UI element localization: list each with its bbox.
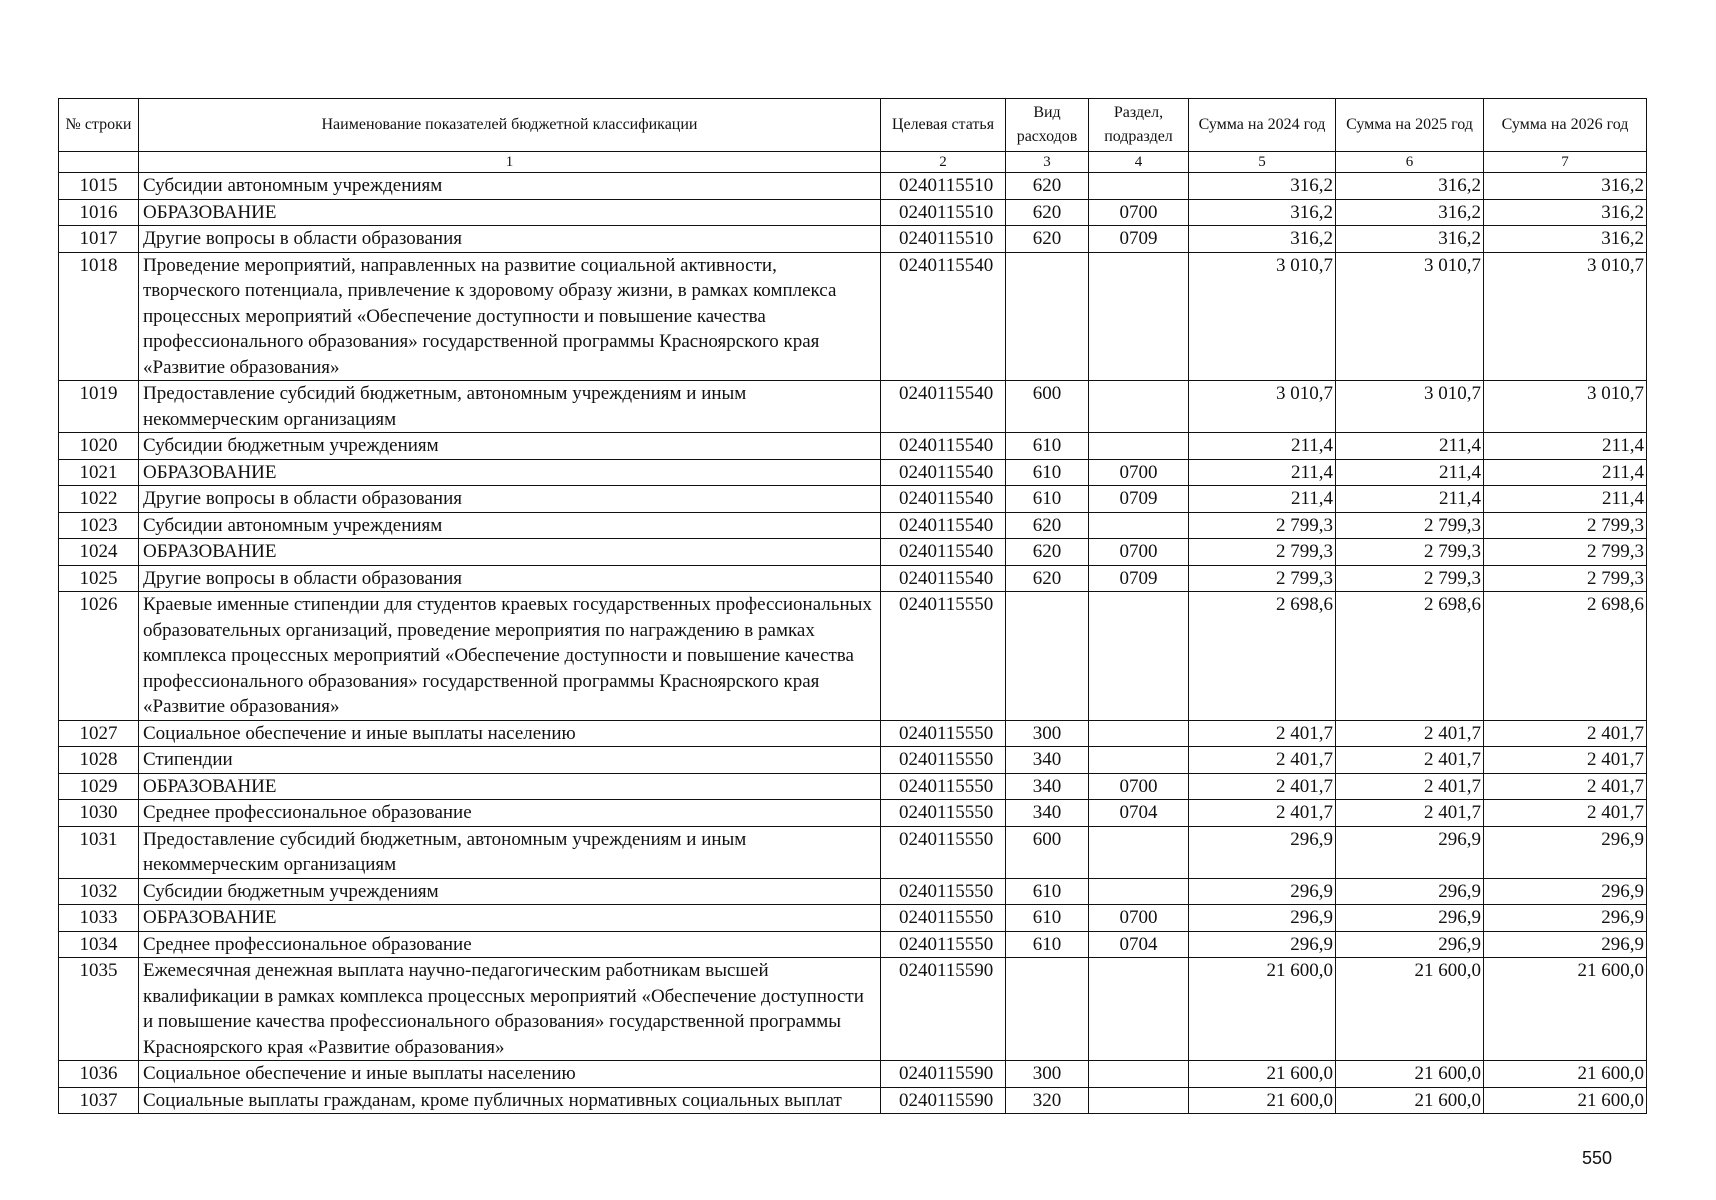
sum-2025-cell: 296,9 (1336, 931, 1484, 958)
sum-2026-cell: 2 799,3 (1484, 565, 1647, 592)
name-cell: Другие вопросы в области образования (139, 226, 881, 253)
target-article-cell: 0240115510 (881, 199, 1006, 226)
name-cell: Субсидии автономным учреждениям (139, 512, 881, 539)
table-row (59, 539, 1647, 566)
section-cell: 0704 (1089, 800, 1189, 827)
expense-kind-cell: 320 (1006, 1087, 1089, 1114)
row-number-cell: 1016 (59, 199, 139, 226)
table-row (59, 958, 1647, 1061)
section-cell (1089, 747, 1189, 774)
section-cell (1089, 826, 1189, 878)
name-cell: ОБРАЗОВАНИЕ (139, 459, 881, 486)
name-cell: Стипендии (139, 747, 881, 774)
sum-2026-cell: 296,9 (1484, 826, 1647, 878)
table-row (59, 773, 1647, 800)
sum-2025-cell: 211,4 (1336, 459, 1484, 486)
table-row (59, 800, 1647, 827)
sum-2025-cell: 21 600,0 (1336, 1061, 1484, 1088)
row-number-cell: 1024 (59, 539, 139, 566)
table-row (59, 905, 1647, 932)
sum-2024-cell: 211,4 (1189, 459, 1336, 486)
section-cell: 0709 (1089, 565, 1189, 592)
name-cell: Краевые именные стипендии для студентов краевых государственных профессиональных образовательных организаций, проведение мероприятия по награждению в рамках комплекса процессных мероприятий «Обеспечение доступности и повышение качества профессионального образования» государственной программы Красноярского края «Развитие образования» (139, 592, 881, 721)
sum-2026-cell: 296,9 (1484, 931, 1647, 958)
row-number-cell: 1021 (59, 459, 139, 486)
header-target-article: Целевая статья (881, 99, 1006, 152)
sum-2025-cell: 211,4 (1336, 433, 1484, 460)
sum-2026-cell: 3 010,7 (1484, 381, 1647, 433)
section-cell: 0700 (1089, 459, 1189, 486)
sum-2025-cell: 316,2 (1336, 173, 1484, 200)
section-cell: 0709 (1089, 486, 1189, 513)
sum-2024-cell: 2 799,3 (1189, 565, 1336, 592)
row-number-cell: 1033 (59, 905, 139, 932)
sum-2025-cell: 2 401,7 (1336, 773, 1484, 800)
sum-2024-cell: 2 799,3 (1189, 512, 1336, 539)
target-article-cell: 0240115510 (881, 226, 1006, 253)
table-row (59, 747, 1647, 774)
header-expense-kind: Вид расходов (1006, 99, 1089, 152)
name-cell: ОБРАЗОВАНИЕ (139, 773, 881, 800)
sum-2026-cell: 3 010,7 (1484, 252, 1647, 381)
section-cell: 0700 (1089, 199, 1189, 226)
section-cell (1089, 252, 1189, 381)
expense-kind-cell: 600 (1006, 826, 1089, 878)
header-section: Раздел, подраздел (1089, 99, 1189, 152)
expense-kind-cell: 340 (1006, 800, 1089, 827)
sum-2026-cell: 316,2 (1484, 173, 1647, 200)
target-article-cell: 0240115550 (881, 931, 1006, 958)
column-number-row (59, 152, 1647, 173)
row-number-cell: 1015 (59, 173, 139, 200)
section-cell (1089, 878, 1189, 905)
sum-2024-cell: 296,9 (1189, 878, 1336, 905)
section-cell (1089, 433, 1189, 460)
expense-kind-cell: 300 (1006, 720, 1089, 747)
target-article-cell: 0240115590 (881, 1087, 1006, 1114)
target-article-cell: 0240115540 (881, 433, 1006, 460)
row-number-cell: 1031 (59, 826, 139, 878)
sum-2026-cell: 2 401,7 (1484, 800, 1647, 827)
sum-2026-cell: 21 600,0 (1484, 958, 1647, 1061)
section-cell (1089, 381, 1189, 433)
name-cell: Субсидии автономным учреждениям (139, 173, 881, 200)
sum-2025-cell: 296,9 (1336, 905, 1484, 932)
section-cell: 0700 (1089, 773, 1189, 800)
sum-2024-cell: 21 600,0 (1189, 958, 1336, 1061)
expense-kind-cell: 610 (1006, 905, 1089, 932)
sum-2025-cell: 2 799,3 (1336, 512, 1484, 539)
section-cell: 0700 (1089, 905, 1189, 932)
row-number-cell: 1034 (59, 931, 139, 958)
sum-2024-cell: 2 401,7 (1189, 747, 1336, 774)
section-cell (1089, 1061, 1189, 1088)
expense-kind-cell: 610 (1006, 459, 1089, 486)
row-number-cell: 1029 (59, 773, 139, 800)
table-row (59, 199, 1647, 226)
sum-2025-cell: 2 401,7 (1336, 720, 1484, 747)
table-row (59, 512, 1647, 539)
name-cell: Предоставление субсидий бюджетным, автономным учреждениям и иным некоммерческим организациям (139, 826, 881, 878)
sum-2024-cell: 2 698,6 (1189, 592, 1336, 721)
expense-kind-cell: 340 (1006, 747, 1089, 774)
table-row (59, 173, 1647, 200)
column-number (59, 152, 139, 173)
expense-kind-cell: 620 (1006, 539, 1089, 566)
table-row (59, 1061, 1647, 1088)
expense-kind-cell: 620 (1006, 512, 1089, 539)
row-number-cell: 1026 (59, 592, 139, 721)
target-article-cell: 0240115550 (881, 720, 1006, 747)
expense-kind-cell: 610 (1006, 878, 1089, 905)
sum-2024-cell: 2 401,7 (1189, 800, 1336, 827)
sum-2026-cell: 211,4 (1484, 433, 1647, 460)
sum-2025-cell: 211,4 (1336, 486, 1484, 513)
section-cell: 0700 (1089, 539, 1189, 566)
target-article-cell: 0240115540 (881, 565, 1006, 592)
expense-kind-cell: 600 (1006, 381, 1089, 433)
expense-kind-cell: 620 (1006, 173, 1089, 200)
expense-kind-cell (1006, 958, 1089, 1061)
table-row (59, 252, 1647, 381)
target-article-cell: 0240115540 (881, 539, 1006, 566)
sum-2026-cell: 211,4 (1484, 459, 1647, 486)
section-cell: 0709 (1089, 226, 1189, 253)
sum-2024-cell: 296,9 (1189, 931, 1336, 958)
expense-kind-cell (1006, 252, 1089, 381)
header-sum-2026: Сумма на 2026 год (1484, 99, 1647, 152)
page-number: 550 (1582, 1148, 1613, 1168)
row-number-cell: 1037 (59, 1087, 139, 1114)
sum-2025-cell: 21 600,0 (1336, 1087, 1484, 1114)
row-number-cell: 1023 (59, 512, 139, 539)
sum-2025-cell: 2 401,7 (1336, 747, 1484, 774)
sum-2026-cell: 2 698,6 (1484, 592, 1647, 721)
sum-2025-cell: 316,2 (1336, 226, 1484, 253)
header-row-number: № строки (59, 99, 139, 152)
target-article-cell: 0240115550 (881, 747, 1006, 774)
target-article-cell: 0240115550 (881, 800, 1006, 827)
target-article-cell: 0240115550 (881, 826, 1006, 878)
table-row (59, 565, 1647, 592)
target-article-cell: 0240115510 (881, 173, 1006, 200)
row-number-cell: 1025 (59, 565, 139, 592)
header-sum-2024: Сумма на 2024 год (1189, 99, 1336, 152)
target-article-cell: 0240115540 (881, 512, 1006, 539)
name-cell: ОБРАЗОВАНИЕ (139, 539, 881, 566)
row-number-cell: 1035 (59, 958, 139, 1061)
sum-2025-cell: 296,9 (1336, 826, 1484, 878)
name-cell: ОБРАЗОВАНИЕ (139, 905, 881, 932)
sum-2024-cell: 316,2 (1189, 173, 1336, 200)
section-cell (1089, 1087, 1189, 1114)
name-cell: Другие вопросы в области образования (139, 565, 881, 592)
sum-2026-cell: 2 401,7 (1484, 747, 1647, 774)
table-row (59, 459, 1647, 486)
sum-2025-cell: 2 799,3 (1336, 539, 1484, 566)
target-article-cell: 0240115590 (881, 958, 1006, 1061)
table-row (59, 592, 1647, 721)
target-article-cell: 0240115540 (881, 381, 1006, 433)
table-row (59, 486, 1647, 513)
column-number: 4 (1089, 152, 1189, 173)
row-number-cell: 1022 (59, 486, 139, 513)
row-number-cell: 1036 (59, 1061, 139, 1088)
row-number-cell: 1017 (59, 226, 139, 253)
table-row (59, 878, 1647, 905)
sum-2024-cell: 2 401,7 (1189, 773, 1336, 800)
column-number: 6 (1336, 152, 1484, 173)
name-cell: Субсидии бюджетным учреждениям (139, 878, 881, 905)
row-number-cell: 1027 (59, 720, 139, 747)
sum-2026-cell: 2 401,7 (1484, 720, 1647, 747)
column-number: 2 (881, 152, 1006, 173)
section-cell (1089, 958, 1189, 1061)
sum-2026-cell: 316,2 (1484, 199, 1647, 226)
expense-kind-cell: 300 (1006, 1061, 1089, 1088)
sum-2024-cell: 296,9 (1189, 905, 1336, 932)
sum-2024-cell: 316,2 (1189, 199, 1336, 226)
sum-2026-cell: 211,4 (1484, 486, 1647, 513)
header-sum-2025: Сумма на 2025 год (1336, 99, 1484, 152)
sum-2025-cell: 2 698,6 (1336, 592, 1484, 721)
target-article-cell: 0240115550 (881, 878, 1006, 905)
sum-2025-cell: 3 010,7 (1336, 252, 1484, 381)
sum-2026-cell: 21 600,0 (1484, 1087, 1647, 1114)
target-article-cell: 0240115590 (881, 1061, 1006, 1088)
sum-2024-cell: 21 600,0 (1189, 1061, 1336, 1088)
sum-2025-cell: 3 010,7 (1336, 381, 1484, 433)
name-cell: Ежемесячная денежная выплата научно-педагогическим работникам высшей квалификации в рамках комплекса процессных мероприятий «Обеспечение доступности и повышение качества профессионального образования» государственной программы Красноярского края «Развитие образования» (139, 958, 881, 1061)
sum-2025-cell: 2 799,3 (1336, 565, 1484, 592)
name-cell: Субсидии бюджетным учреждениям (139, 433, 881, 460)
name-cell: Среднее профессиональное образование (139, 800, 881, 827)
sum-2026-cell: 2 401,7 (1484, 773, 1647, 800)
header-name: Наименование показателей бюджетной классификации (139, 99, 881, 152)
expense-kind-cell: 340 (1006, 773, 1089, 800)
sum-2024-cell: 2 401,7 (1189, 720, 1336, 747)
expense-kind-cell: 620 (1006, 226, 1089, 253)
table-row (59, 826, 1647, 878)
row-number-cell: 1019 (59, 381, 139, 433)
table-row (59, 931, 1647, 958)
target-article-cell: 0240115550 (881, 773, 1006, 800)
target-article-cell: 0240115550 (881, 905, 1006, 932)
name-cell: Предоставление субсидий бюджетным, автономным учреждениям и иным некоммерческим организациям (139, 381, 881, 433)
sum-2026-cell: 2 799,3 (1484, 539, 1647, 566)
column-number: 3 (1006, 152, 1089, 173)
section-cell (1089, 592, 1189, 721)
target-article-cell: 0240115540 (881, 252, 1006, 381)
table-row (59, 720, 1647, 747)
table-header-row (59, 99, 1647, 152)
name-cell: Социальное обеспечение и иные выплаты населению (139, 720, 881, 747)
name-cell: Другие вопросы в области образования (139, 486, 881, 513)
column-number: 1 (139, 152, 881, 173)
sum-2026-cell: 316,2 (1484, 226, 1647, 253)
name-cell: Социальное обеспечение и иные выплаты населению (139, 1061, 881, 1088)
sum-2025-cell: 316,2 (1336, 199, 1484, 226)
sum-2026-cell: 21 600,0 (1484, 1061, 1647, 1088)
sum-2024-cell: 296,9 (1189, 826, 1336, 878)
expense-kind-cell: 610 (1006, 486, 1089, 513)
table-body (59, 173, 1647, 1114)
row-number-cell: 1032 (59, 878, 139, 905)
sum-2025-cell: 21 600,0 (1336, 958, 1484, 1061)
expense-kind-cell: 620 (1006, 565, 1089, 592)
target-article-cell: 0240115540 (881, 459, 1006, 486)
target-article-cell: 0240115540 (881, 486, 1006, 513)
sum-2024-cell: 21 600,0 (1189, 1087, 1336, 1114)
expense-kind-cell (1006, 592, 1089, 721)
target-article-cell: 0240115550 (881, 592, 1006, 721)
sum-2024-cell: 211,4 (1189, 433, 1336, 460)
expense-kind-cell: 620 (1006, 199, 1089, 226)
name-cell: ОБРАЗОВАНИЕ (139, 199, 881, 226)
row-number-cell: 1020 (59, 433, 139, 460)
section-cell (1089, 720, 1189, 747)
budget-table (58, 98, 1647, 1114)
sum-2024-cell: 3 010,7 (1189, 381, 1336, 433)
name-cell: Среднее профессиональное образование (139, 931, 881, 958)
table-row (59, 226, 1647, 253)
sum-2024-cell: 2 799,3 (1189, 539, 1336, 566)
sum-2024-cell: 316,2 (1189, 226, 1336, 253)
section-cell (1089, 173, 1189, 200)
row-number-cell: 1018 (59, 252, 139, 381)
section-cell: 0704 (1089, 931, 1189, 958)
sum-2026-cell: 296,9 (1484, 905, 1647, 932)
sum-2026-cell: 2 799,3 (1484, 512, 1647, 539)
sum-2024-cell: 3 010,7 (1189, 252, 1336, 381)
expense-kind-cell: 610 (1006, 433, 1089, 460)
table-row (59, 1087, 1647, 1114)
section-cell (1089, 512, 1189, 539)
row-number-cell: 1028 (59, 747, 139, 774)
name-cell: Социальные выплаты гражданам, кроме публичных нормативных социальных выплат (139, 1087, 881, 1114)
column-number: 7 (1484, 152, 1647, 173)
table-row (59, 381, 1647, 433)
name-cell: Проведение мероприятий, направленных на развитие социальной активности, творческого потенциала, привлечение к здоровому образу жизни, в рамках комплекса процессных мероприятий «Обеспечение доступности и повышение качества профессионального образования» государственной программы Красноярского края «Развитие образования» (139, 252, 881, 381)
sum-2026-cell: 296,9 (1484, 878, 1647, 905)
sum-2025-cell: 296,9 (1336, 878, 1484, 905)
column-number: 5 (1189, 152, 1336, 173)
row-number-cell: 1030 (59, 800, 139, 827)
expense-kind-cell: 610 (1006, 931, 1089, 958)
table-row (59, 433, 1647, 460)
sum-2024-cell: 211,4 (1189, 486, 1336, 513)
sum-2025-cell: 2 401,7 (1336, 800, 1484, 827)
